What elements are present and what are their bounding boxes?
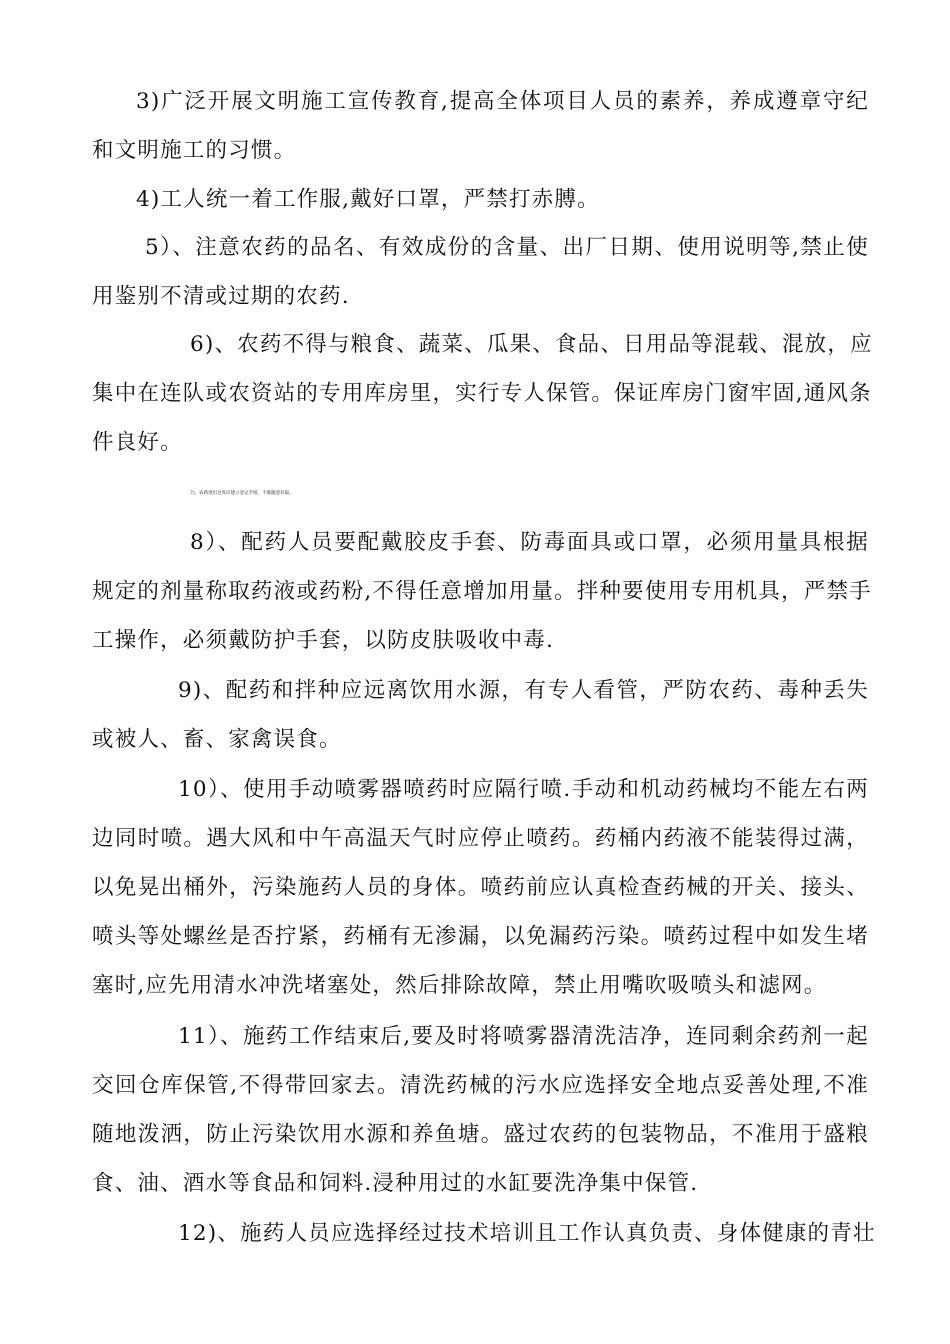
paragraph-6-line-2: 集中在连队或农资站的专用库房里，实行专人保管。保证库房门窗牢固,通风条 xyxy=(92,381,872,406)
paragraph-10-line-3: 以免晃出桶外，污染施药人员的身体。喷药前应认真检查药械的开关、接头、 xyxy=(92,875,869,900)
paragraph-5-line-1: 5）、注意农药的品名、有效成份的含量、出厂日期、使用说明等,禁止使 xyxy=(145,235,869,260)
paragraph-9-line-1: 9)、配药和拌种应远离饮用水源，有专人看管，严防农药、毒种丢失 xyxy=(178,678,869,703)
paragraph-5-line-2: 用鉴别不清或过期的农药. xyxy=(92,284,350,309)
paragraph-7-line-1: 7)、农药进出仓库应建立登记手续，不准随意存取。 xyxy=(190,491,294,496)
paragraph-11-line-2: 交回仓库保管,不得带回家去。清洗药械的污水应选择安全地点妥善处理,不准 xyxy=(92,1073,869,1098)
paragraph-11-line-4: 食、油、酒水等食品和饲料.浸种用过的水缸要洗净集中保管. xyxy=(92,1171,699,1196)
paragraph-3-line-1: 3)广泛开展文明施工宣传教育,提高全体项目人员的素养，养成遵章守纪 xyxy=(136,89,869,114)
paragraph-4-line-1: 4)工人统一着工作服,戴好口罩，严禁打赤膊。 xyxy=(136,187,600,212)
paragraph-8-line-2: 规定的剂量称取药液或药粉,不得任意增加用量。拌种要使用专用机具，严禁手 xyxy=(92,579,872,604)
paragraph-9-line-2: 或被人、畜、家禽误食。 xyxy=(92,727,342,752)
paragraph-10-line-4: 喷头等处螺丝是否拧紧，药桶有无渗漏，以免漏药污染。喷药过程中如发生堵 xyxy=(92,924,869,949)
paragraph-6-line-3: 件良好。 xyxy=(92,430,183,455)
paragraph-10-line-2: 边同时喷。遇大风和中午高温天气时应停止喷药。药桶内药液不能装得过满， xyxy=(92,826,869,851)
paragraph-6-line-1: 6)、农药不得与粮食、蔬菜、瓜果、食品、日用品等混载、混放，应 xyxy=(190,332,873,357)
paragraph-8-line-3: 工操作，必须戴防护手套，以防皮肤吸收中毒. xyxy=(92,628,555,653)
paragraph-10-line-1: 10）、使用手动喷雾器喷药时应隔行喷.手动和机动药械均不能左右两 xyxy=(178,777,869,802)
paragraph-11-line-1: 11）、施药工作结束后,要及时将喷雾器清洗洁净，连同剩余药剂一起 xyxy=(178,1024,869,1049)
paragraph-8-line-1: 8）、配药人员要配戴胶皮手套、防毒面具或口罩，必须用量具根据 xyxy=(190,530,869,555)
paragraph-11-line-3: 随地泼洒，防止污染饮用水源和养鱼塘。盛过农药的包装物品，不准用于盛粮 xyxy=(92,1122,869,1147)
paragraph-10-line-5: 塞时,应先用清水冲洗堵塞处，然后排除故障，禁止用嘴吹吸喷头和滤网。 xyxy=(92,973,827,998)
paragraph-12-line-1: 12)、施药人员应选择经过技术培训且工作认真负责、身体健康的青壮 xyxy=(178,1221,876,1246)
paragraph-3-line-2: 和文明施工的习惯。 xyxy=(92,138,297,163)
